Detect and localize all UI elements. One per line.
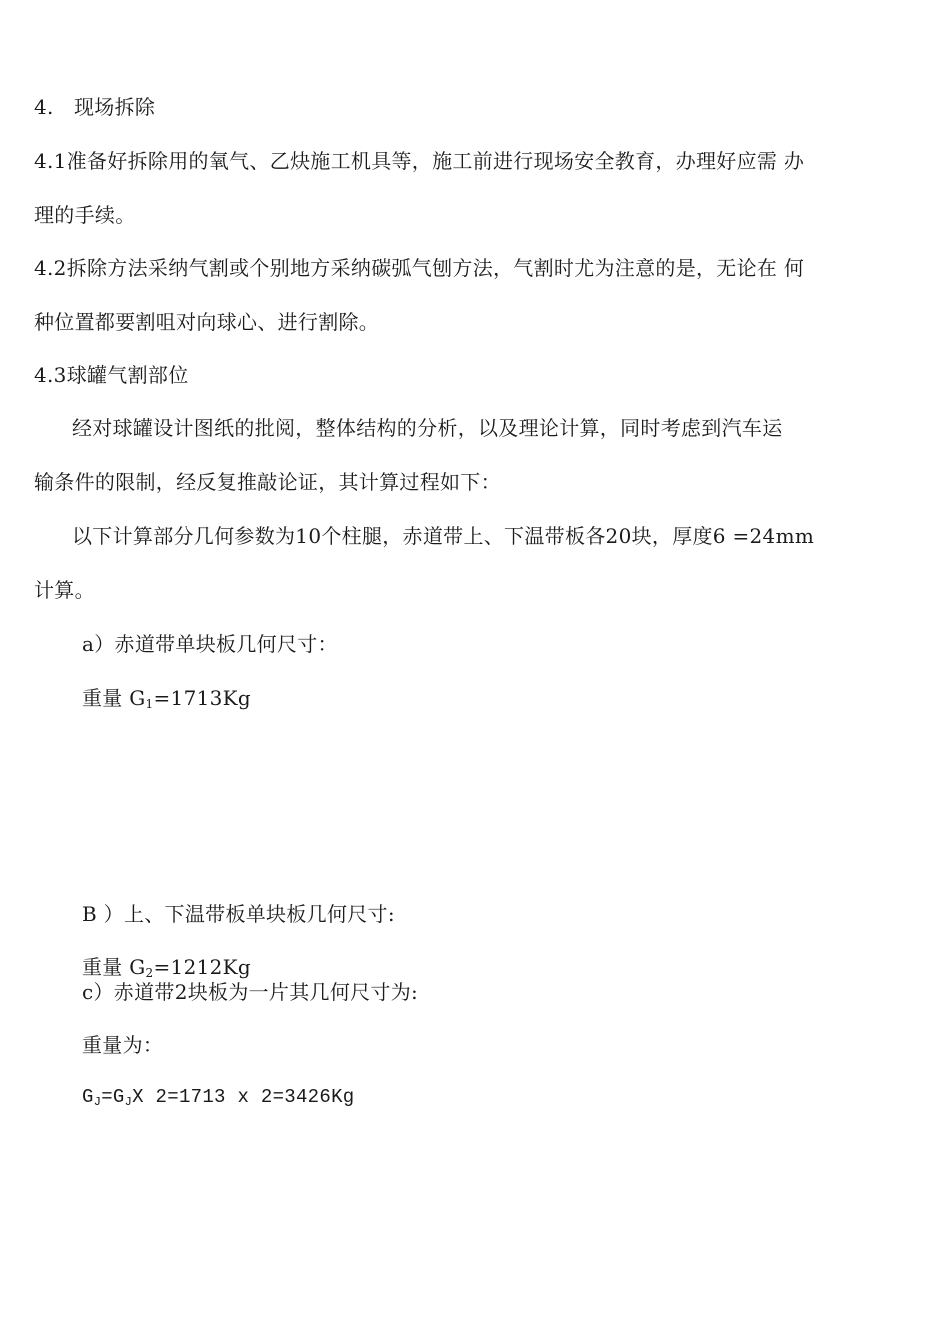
parameters-paragraph-line-1: 以下计算部分几何参数为10个柱腿，赤道带上、下温带板各20块，厚度6 =24mm [72,524,815,548]
paragraph-4-1-line-1: 4.1准备好拆除用的氧气、乙炔施工机具等，施工前进行现场安全教育，办理好应需 办 [34,149,805,173]
paragraph-4-2-line-2: 种位置都要割咀对向球心、进行割除。 [34,310,380,334]
paragraph-4-1-line-2: 理的手续。 [34,203,136,227]
item-c-heading: c）赤道带2块板为一片其几何尺寸为: [82,980,419,1004]
weight-g1: 重量 $G_1=1713Kg$ [82,686,251,711]
item-a-heading: a）赤道带单块板几何尺寸： [82,632,338,656]
parameters-paragraph-line-2: 计算。 [34,578,95,602]
section-heading: 4. 现场拆除 [34,95,156,119]
subsection-heading: 4.3球罐气割部位 [34,363,189,387]
analysis-paragraph-line-1: 经对球罐设计图纸的批阅，整体结构的分析，以及理论计算，同时考虑到汽车运 [72,416,783,440]
analysis-paragraph-line-2: 输条件的限制，经反复推敲论证，其计算过程如下： [34,470,501,494]
weight-label: 重量为： [82,1033,164,1057]
item-b-heading: B ）上、下温带板单块板几何尺寸: [82,902,395,926]
weight-formula: $G_J=G_JX$ 2=1713 x 2=3426Kg [82,1086,355,1109]
paragraph-4-2-line-1: 4.2拆除方法采纳气割或个别地方采纳碳弧气刨方法，气割时尤为注意的是，无论在 何 [34,256,805,280]
weight-g2: 重量 $G_2=1212Kg$ [82,955,251,980]
